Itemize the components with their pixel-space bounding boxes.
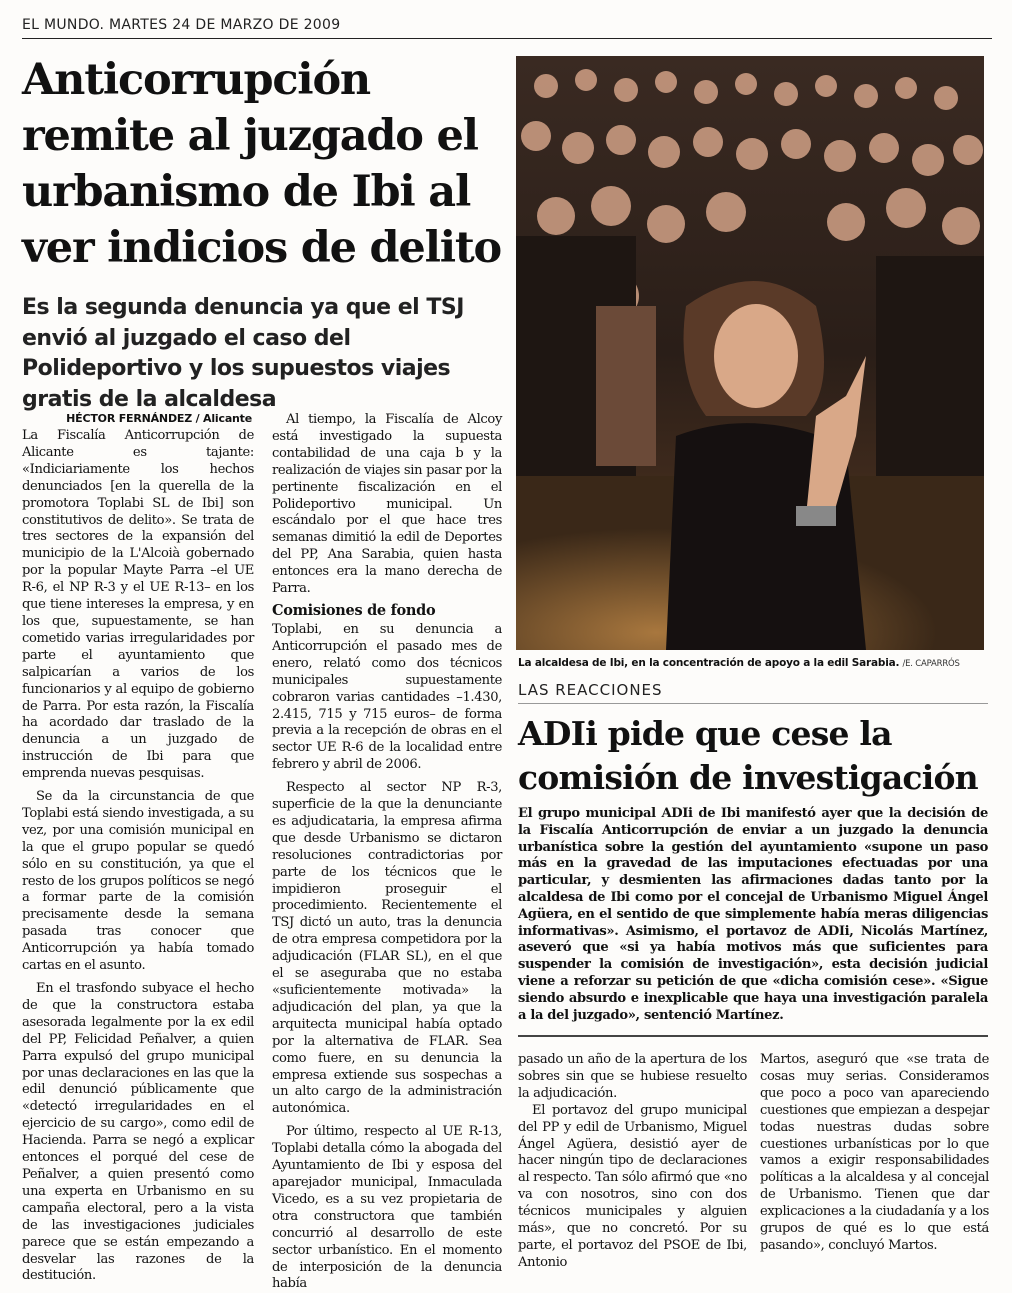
section-label: LAS REACCIONES (518, 681, 663, 699)
page-header-text: EL MUNDO. MARTES 24 DE MARZO DE 2009 (22, 17, 341, 33)
news-photo (516, 56, 984, 650)
paragraph: En el trasfondo subyace el hecho de que la constructora estaba asesorada legalmente por la ex edil del PP, Felicidad Peñalver, a quien Parra expulsó del grupo municipal por unas declaraciones en las que la edil denunció públicamente que «detectó irregularidades en el ejercicio de su cargo», como edil de Hacienda. Parra se negó a explicar entonces el porqué del cese de Peñalver, a quien presentó como una experta en Urbanismo en su campaña electoral, pero a la vista de las investigaciones judiciales parece que se están empezando a desvelar las razones de la destitución. (22, 981, 254, 1284)
paragraph: Se da la circunstancia de que Toplabi está siendo investigada, a su vez, por una comisión municipal en la que el grupo popular se quedó sólo en su constitución, ya que el resto de los grupos políticos se negó a formar parte de la comisión precisamente desde la semana pasada tras conocer que Anticorrupción ya había tomado cartas en el asunto. (22, 789, 254, 974)
photo-credit: /E. CAPARRÓS (902, 659, 960, 669)
headline: Anticorrupción remite al juzgado el urbanismo de Ibi al ver indicios de delito (22, 55, 501, 273)
paragraph: Toplabi, en su denuncia a Anticorrupción el pasado mes de enero, relató como dos técnicos municipales supuestamente cobraron varias cantidades –1.430, 2.415, 715 y 715 euros– de forma previa a la recepción de obras en el sector UE R-6 de la localidad entre febrero y abril de 2006. (272, 621, 502, 773)
paragraph: El portavoz del grupo municipal del PP y edil de Urbanismo, Miguel Ángel Agüera, desistió ayer de hacer ningún tipo de declaraciones al respecto. Tan sólo afirmó que «no va con nosotros, sino con dos técnicos municipales y alguien más», que no concretó. Por su parte, el portavoz del PSOE de Ibi, Antonio (518, 1102, 747, 1270)
subheadline: Es la segunda denuncia ya que el TSJ envió al juzgado el caso del Polideportivo y los supuestos viajes gratis de la alcaldesa (22, 295, 464, 412)
section-subtitle: Comisiones de fondo (272, 601, 436, 619)
byline: HÉCTOR FERNÁNDEZ / Alicante (66, 412, 252, 425)
photo-illustration (516, 56, 984, 650)
page-header (22, 14, 992, 39)
photo-caption (518, 656, 988, 671)
sidebar-column-1 (518, 1052, 747, 1272)
paragraph: Respecto al sector NP R-3, superficie de la que la denunciante es adjudicataria, la empresa afirma que desde Urbanismo se dictaron resoluciones contradictorias por parte de los técnicos que le impidieron proseguir el procedimiento. Recientemente el TSJ dictó un auto, tras la denuncia de otra empresa competidora por la adjudicación (FLAR SL), en el que el se aseguraba que no estaba «suficientemente motivada» la adjudicación del plan, ya que la arquitecta municipal había optado por la alternativa de FLAR. Sea como fuere, en su denuncia la empresa extiende sus sospechas a un alto cargo de la administración autonómica. (272, 780, 502, 1117)
column-divider (518, 1035, 988, 1037)
paragraph: Por último, respecto al UE R-13, Toplabi detalla cómo la abogada del Ayuntamiento de Ibi y esposa del aparejador municipal, Inmaculada Vicedo, es a su vez propietaria de otra constructora que también concurrió al desarrollo de este sector urbanístico. En el momento de interposición de la denuncia había (272, 1124, 502, 1292)
article-column-1 (22, 428, 254, 1285)
sidebar-column-2 (760, 1052, 989, 1255)
paragraph: pasado un año de la apertura de los sobres sin que se hubiese resuelto la adjudicación. (518, 1052, 747, 1101)
paragraph: Al tiempo, la Fiscalía de Alcoy está investigado la supuesta contabilidad de una caja b y la realización de viajes sin pasar por la pertinente fiscalización en el Polideportivo municipal. Un escándalo por el que hace tres semanas dimitió la edil de Deportes del PP, Ana Sarabia, quien hasta entonces era la mano derecha de Parra. (272, 412, 502, 597)
sidebar-headline: ADIi pide que cese la comisión de investigación (518, 714, 978, 797)
article-column-2 (272, 412, 502, 1293)
sidebar-lead: El grupo municipal ADIi de Ibi manifestó ayer que la decisión de la Fiscalía Anticorrupción de enviar a un juzgado la denuncia urbanística sobre la gestión del ayuntamiento «supone un paso más en la gravedad de las imputaciones efectuadas por una particular, y desmienten las afirmaciones dadas tanto por la alcaldesa de Ibi como por el concejal de Urbanismo Miguel Ángel Agüera, en el sentido de que simplemente había meras diligencias informativas». Asimismo, el portavoz de ADIi, Nicolás Martínez, aseveró que «si ya había motivos más que suficientes para suspender la comisión de investigación», esta decisión judicial viene a reforzar su petición de que «dicha comisión cese». «Sigue siendo absurdo e inexplicable que haya una investigación paralela a la del juzgado», sentenció Martínez. (518, 806, 988, 1023)
section-divider (518, 703, 988, 704)
caption-text: La alcaldesa de Ibi, en la concentración de apoyo a la edil Sarabia. (518, 657, 900, 669)
paragraph: La Fiscalía Anticorrupción de Alicante es tajante: «Indiciariamente los hechos denunciados [en la querella de la promotora Toplabi SL de Ibi] son constitutivos de delito». Se trata de tres sectores de la expansión del municipio de la L'Alcoià gobernado por la popular Mayte Parra –el UE R-6, el NP R-3 y el UE R-13– en los que tiene intereses la empresa, y en los que, supuestamente, se han cometido varias irregularidades por parte el ayuntamiento que salpicarían a varios de los funcionarios y al equipo de gobierno de Parra. Por esta razón, la Fiscalía ha acordado dar traslado de la denuncia a un juzgado de instrucción de Ibi para que emprenda nuevas pesquisas. (22, 428, 254, 782)
paragraph: Martos, aseguró que «se trata de cosas muy serias. Consideramos que poco a poco van apareciendo cuestiones que empiezan a despejar todas nuestras dudas sobre cuestiones urbanísticas por lo que vamos a exigir responsabilidades políticas a la alcaldesa y al concejal de Urbanismo. Tienen que dar explicaciones a la ciudadanía y a los grupos de qué es lo que está pasando», concluyó Martos. (760, 1052, 989, 1253)
